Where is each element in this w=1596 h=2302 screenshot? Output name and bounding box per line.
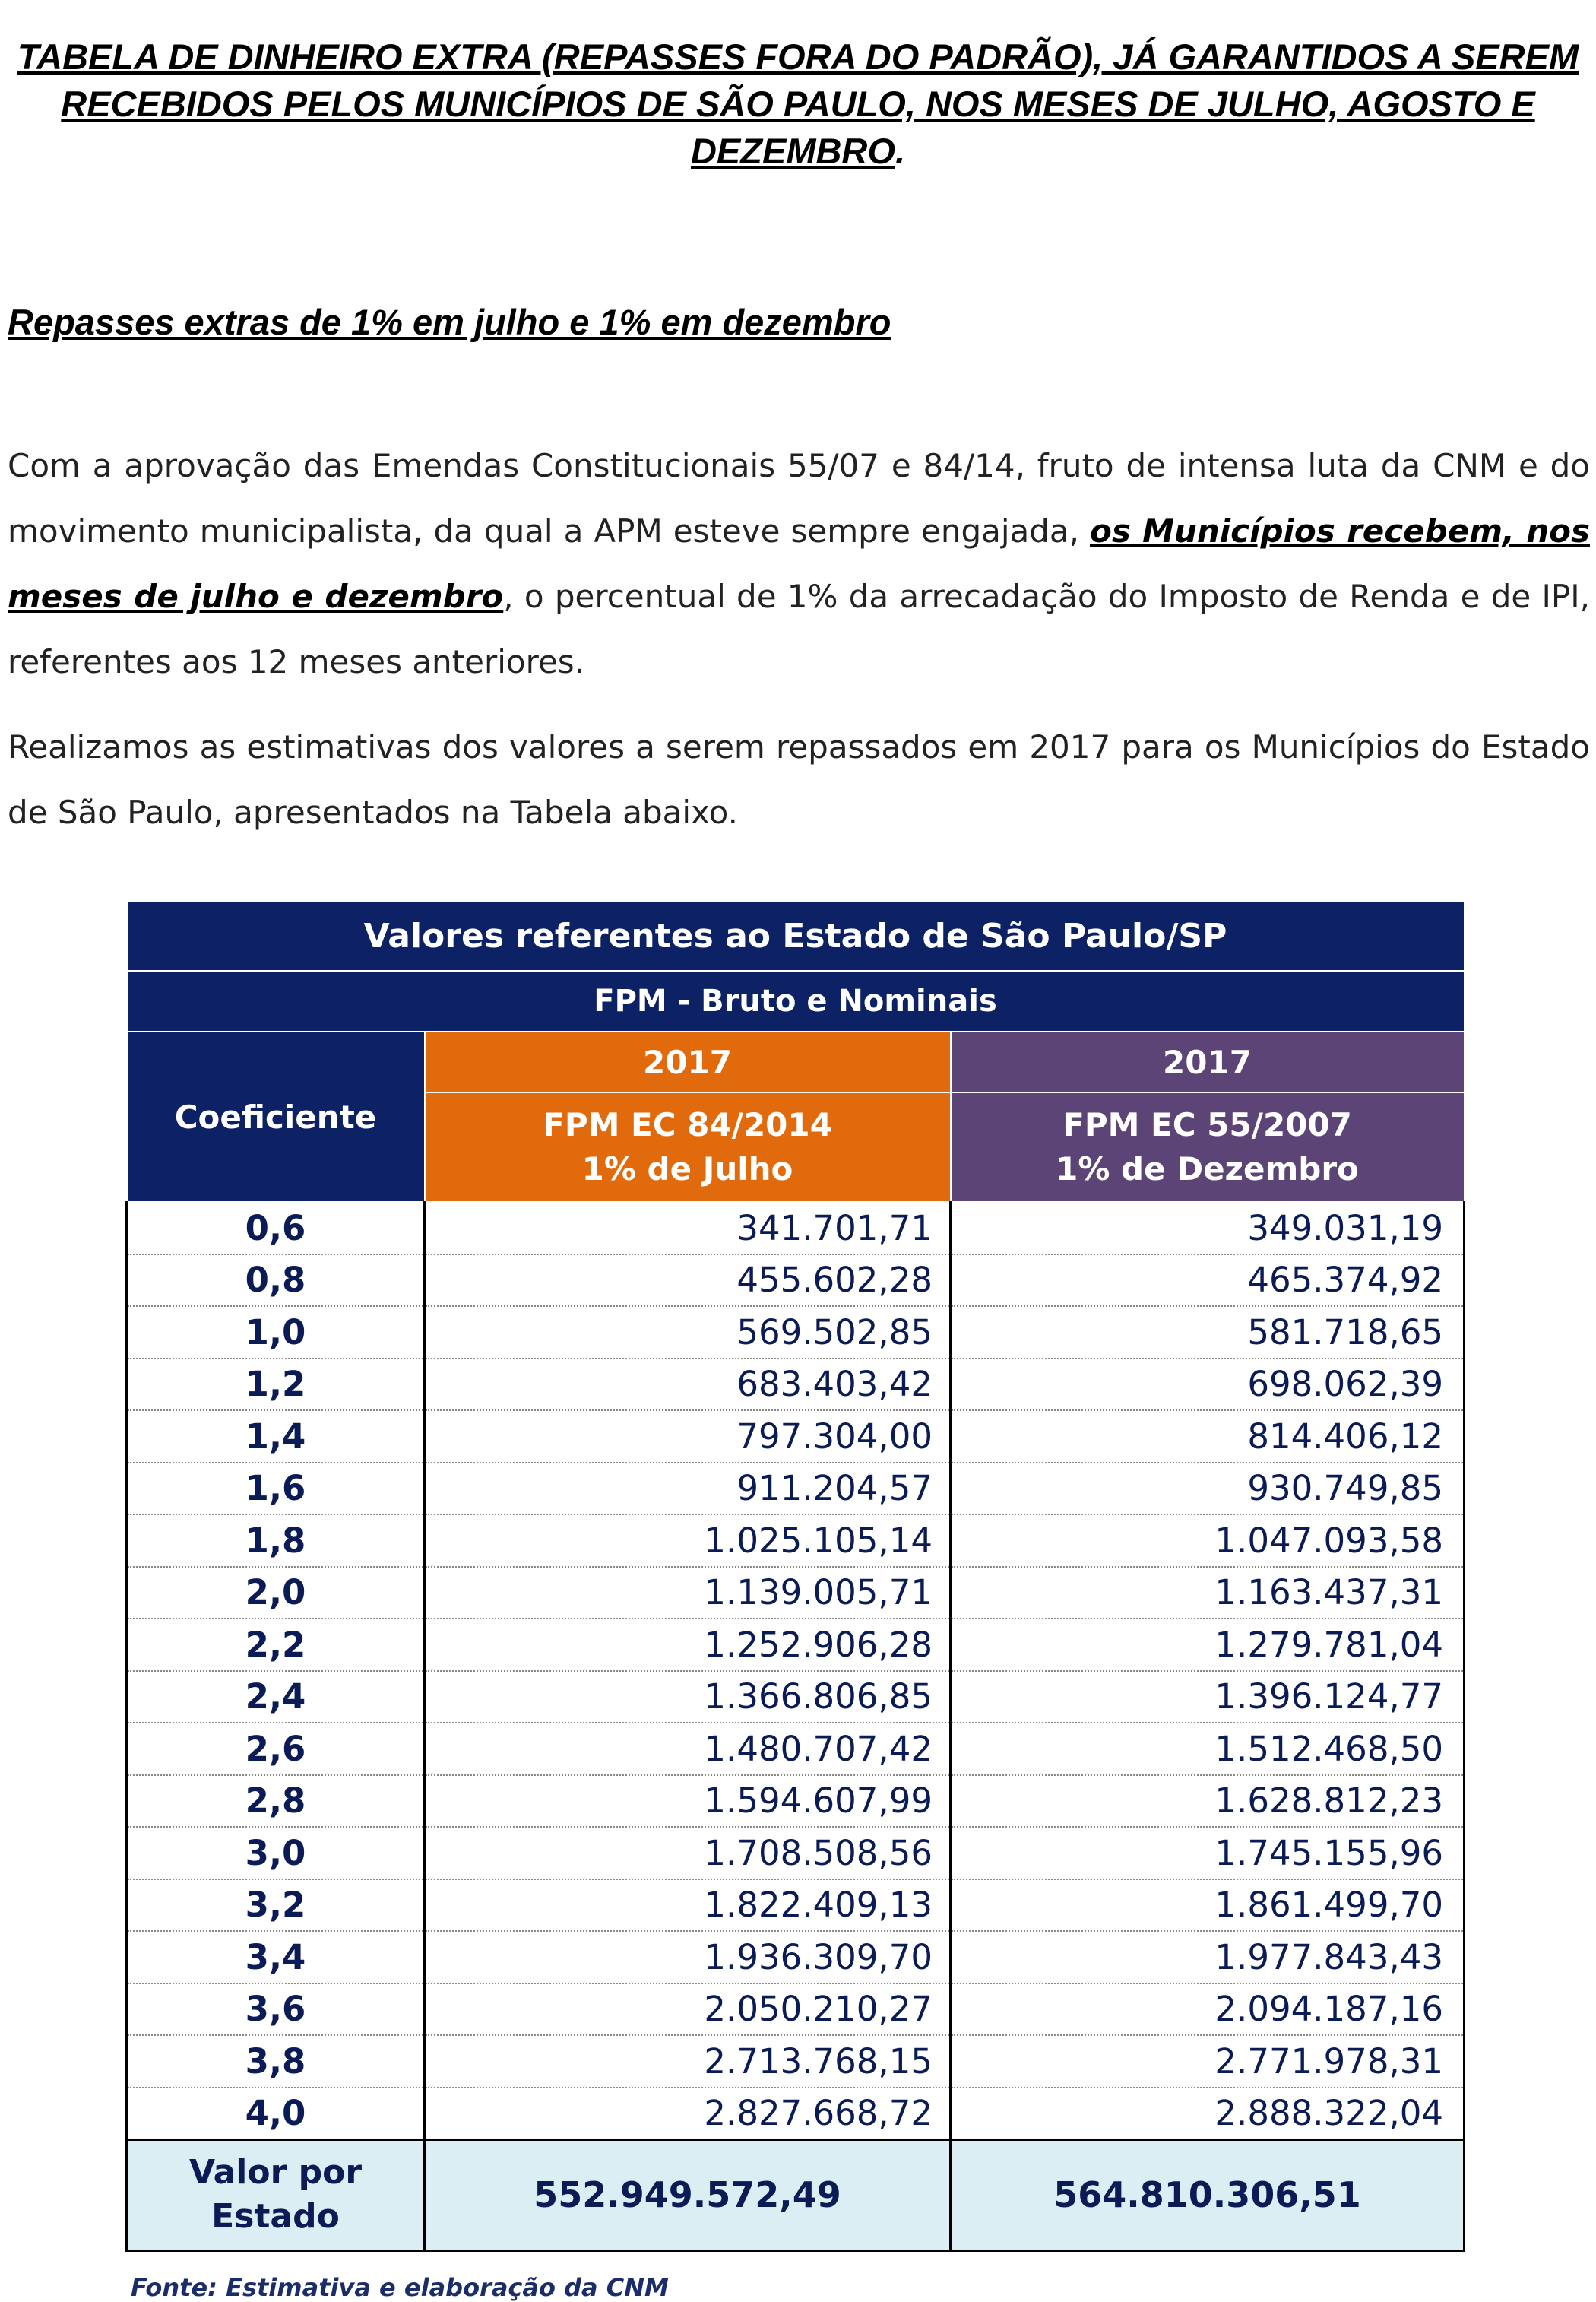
julho-value-cell: 1.025.105,14 (425, 1514, 951, 1567)
table-row (127, 1306, 1465, 1359)
section-subtitle: Repasses extras de 1% em julho e 1% em dezembro (8, 302, 891, 342)
column-header-dezembro-line2: 1% de Dezembro (1056, 1150, 1359, 1187)
dezembro-value-cell: 1.977.843,43 (951, 1931, 1465, 1983)
title-line-3: DEZEMBRO (690, 131, 895, 171)
table-row (127, 1931, 1465, 1983)
julho-value-cell: 1.708.508,56 (425, 1827, 951, 1879)
year-header-julho: 2017 (425, 1032, 951, 1092)
dezembro-value-cell: 1.047.093,58 (951, 1514, 1465, 1567)
column-header-julho-line1: FPM EC 84/2014 (543, 1106, 832, 1143)
dezembro-value-cell: 2.094.187,16 (951, 1983, 1465, 2036)
table-subtitle: FPM - Bruto e Nominais (127, 971, 1465, 1032)
dezembro-value-cell: 2.771.978,31 (951, 2035, 1465, 2088)
julho-value-cell: 683.403,42 (425, 1359, 951, 1411)
total-label-line1: Valor por (188, 2153, 363, 2192)
column-header-dezembro (951, 1092, 1465, 1202)
table-row (127, 1827, 1465, 1879)
table-row (127, 1359, 1465, 1411)
table-row (127, 1879, 1465, 1932)
dezembro-value-cell: 1.512.468,50 (951, 1723, 1465, 1775)
table-row (127, 1671, 1465, 1723)
julho-value-cell: 797.304,00 (425, 1410, 951, 1463)
dezembro-value-cell: 1.279.781,04 (951, 1619, 1465, 1671)
dezembro-value-cell: 1.163.437,31 (951, 1567, 1465, 1619)
title-period: . (895, 131, 905, 171)
coeficiente-cell: 3,8 (127, 2035, 425, 2088)
table-row (127, 1410, 1465, 1463)
total-julho: 552.949.572,49 (425, 2139, 951, 2250)
dezembro-value-cell: 1.861.499,70 (951, 1879, 1465, 1932)
source-note: Fonte: Estimativa e elaboração da CNM (131, 2273, 669, 2302)
julho-value-cell: 1.480.707,42 (425, 1723, 951, 1775)
table-row (127, 2035, 1465, 2088)
fpm-table (125, 900, 1465, 2252)
julho-value-cell: 1.139.005,71 (425, 1567, 951, 1619)
coeficiente-cell: 2,0 (127, 1567, 425, 1619)
table-title: Valores referentes ao Estado de São Paulo/SP (127, 901, 1465, 971)
table-row (127, 2088, 1465, 2140)
column-header-julho (425, 1092, 951, 1202)
julho-value-cell: 569.502,85 (425, 1306, 951, 1359)
julho-value-cell: 341.701,71 (425, 1202, 951, 1254)
table-row (127, 1567, 1465, 1619)
coeficiente-cell: 3,0 (127, 1827, 425, 1879)
dezembro-value-cell: 2.888.322,04 (951, 2088, 1465, 2140)
table-row (127, 1619, 1465, 1671)
paragraph-1-emphasis: os Municípios recebem, nos meses de julho e dezembro (8, 512, 1590, 615)
julho-value-cell: 1.822.409,13 (425, 1879, 951, 1932)
coeficiente-cell: 4,0 (127, 2088, 425, 2140)
dezembro-value-cell: 930.749,85 (951, 1463, 1465, 1515)
total-dezembro: 564.810.306,51 (951, 2139, 1465, 2250)
coeficiente-cell: 1,2 (127, 1359, 425, 1411)
dezembro-value-cell: 698.062,39 (951, 1359, 1465, 1411)
table-row (127, 1202, 1465, 1254)
paragraph-1-start: Com a aprovação das Emendas Constitucionais 55/07 e 84/14, fruto de intensa luta da CNM e do movimento municipalista, da qual a APM esteve sempre engajada, (8, 447, 1590, 550)
coeficiente-cell: 1,0 (127, 1306, 425, 1359)
coeficiente-cell: 2,4 (127, 1671, 425, 1723)
coeficiente-cell: 1,6 (127, 1463, 425, 1515)
table-row (127, 1723, 1465, 1775)
dezembro-value-cell: 1.745.155,96 (951, 1827, 1465, 1879)
column-header-julho-line2: 1% de Julho (581, 1150, 793, 1187)
dezembro-value-cell: 1.628.812,23 (951, 1775, 1465, 1828)
coeficiente-cell: 2,6 (127, 1723, 425, 1775)
julho-value-cell: 1.252.906,28 (425, 1619, 951, 1671)
title-line-1: TABELA DE DINHEIRO EXTRA (REPASSES FORA DO PADRÃO), JÁ GARANTIDOS A SEREM (17, 36, 1579, 77)
dezembro-value-cell: 349.031,19 (951, 1202, 1465, 1254)
paragraph-1 (8, 433, 1590, 695)
julho-value-cell: 1.936.309,70 (425, 1931, 951, 1983)
total-label-line2: Estado (211, 2197, 340, 2236)
coeficiente-cell: 2,2 (127, 1619, 425, 1671)
coeficiente-cell: 3,4 (127, 1931, 425, 1983)
julho-value-cell: 911.204,57 (425, 1463, 951, 1515)
coeficiente-cell: 0,6 (127, 1202, 425, 1254)
julho-value-cell: 2.827.668,72 (425, 2088, 951, 2140)
coeficiente-cell: 1,4 (127, 1410, 425, 1463)
coeficiente-cell: 2,8 (127, 1775, 425, 1828)
dezembro-value-cell: 1.396.124,77 (951, 1671, 1465, 1723)
table-body (127, 1202, 1465, 2139)
dezembro-value-cell: 814.406,12 (951, 1410, 1465, 1463)
julho-value-cell: 1.594.607,99 (425, 1775, 951, 1828)
table-row (127, 1514, 1465, 1567)
coeficiente-cell: 3,6 (127, 1983, 425, 2036)
main-title (0, 33, 1596, 175)
table-row (127, 1463, 1465, 1515)
paragraph-2: Realizamos as estimativas dos valores a serem repassados em 2017 para os Municípios do Estado de São Paulo, apresentados na Tabela abaixo. (8, 728, 1590, 831)
julho-value-cell: 1.366.806,85 (425, 1671, 951, 1723)
julho-value-cell: 2.050.210,27 (425, 1983, 951, 2036)
total-row (127, 2139, 1465, 2250)
julho-value-cell: 455.602,28 (425, 1254, 951, 1307)
dezembro-value-cell: 465.374,92 (951, 1254, 1465, 1307)
coeficiente-cell: 3,2 (127, 1879, 425, 1932)
table-row (127, 1254, 1465, 1307)
dezembro-value-cell: 581.718,65 (951, 1306, 1465, 1359)
table-row (127, 1983, 1465, 2036)
coeficiente-cell: 1,8 (127, 1514, 425, 1567)
table-row (127, 1775, 1465, 1828)
paragraph-1-end: , o percentual de 1% da arrecadação do Imposto de Renda e de IPI, referentes aos 12 meses anteriores. (8, 578, 1590, 680)
column-header-dezembro-line1: FPM EC 55/2007 (1062, 1106, 1352, 1143)
coeficiente-cell: 0,8 (127, 1254, 425, 1307)
julho-value-cell: 2.713.768,15 (425, 2035, 951, 2088)
total-label (127, 2139, 425, 2250)
coeficiente-header: Coeficiente (127, 1032, 425, 1202)
fpm-table-container (125, 900, 1463, 2252)
year-header-dezembro: 2017 (951, 1032, 1465, 1092)
title-line-2: RECEBIDOS PELOS MUNICÍPIOS DE SÃO PAULO, NOS MESES DE JULHO, AGOSTO E (61, 84, 1535, 124)
